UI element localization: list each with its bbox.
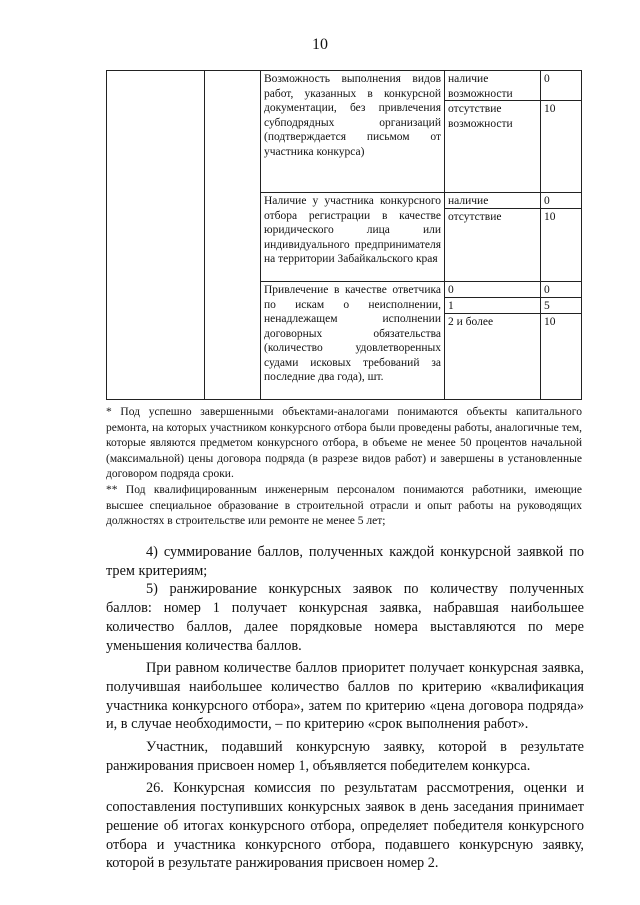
option-label: отсутствие возможности xyxy=(448,103,513,130)
paragraph: 5) ранжирование конкурсных заявок по количеству полученных баллов: номер 1 получает конкурсная заявка, набравшая наибольшее количество баллов, далее порядковые номера выставляются по мере уменьшения количества баллов. xyxy=(106,581,584,654)
option-score: 10 xyxy=(544,316,556,328)
criteria-table xyxy=(106,70,582,400)
footnotes xyxy=(106,405,582,530)
criterion-cell: Привлечение в качестве ответчика по искам о неисполнении, ненадлежащем исполнении договорных обязательства (количество удовлетворенных судами исковых требований за последние два года), шт. xyxy=(261,282,445,400)
option-label: 1 xyxy=(445,298,540,314)
option-score: 0 xyxy=(541,193,581,209)
paragraph: 4) суммирование баллов, полученных каждой конкурсной заявкой по трем критериям; xyxy=(106,544,584,579)
option-label: наличие возможности xyxy=(445,71,540,101)
option-label: 2 и более xyxy=(448,316,494,328)
option-score: 5 xyxy=(541,298,581,314)
body-text xyxy=(106,543,584,873)
option-label: наличие xyxy=(445,193,540,209)
option-label: отсутствие xyxy=(448,211,502,223)
footnote: ** Под квалифицированным инженерным персоналом понимаются работники, имеющие высшее специальное образование в строительной отрасли и опыт работы на руководящих должностях в строительстве или ремонте не менее 5 лет; xyxy=(106,483,582,528)
option-labels-cell xyxy=(445,193,541,282)
option-score: 10 xyxy=(544,211,556,223)
option-score: 10 xyxy=(544,103,556,115)
option-score: 0 xyxy=(541,282,581,298)
paragraph: Участник, подавший конкурсную заявку, которой в результате ранжирования присвоен номер 1, объявляется победителем конкурса. xyxy=(106,739,584,774)
empty-number-column xyxy=(107,71,205,400)
paragraph: При равном количестве баллов приоритет получает конкурсная заявка, получившая наибольшее количество баллов по критерию «квалификация участника конкурсного отбора», затем по критерию «цена договора подряда» и, в случае необходимости, – по критерию «срок выполнения работ». xyxy=(106,660,584,733)
option-label: 0 xyxy=(445,282,540,298)
footnote: * Под успешно завершенными объектами-аналогами понимаются объекты капитального ремонта, на которых участником конкурсного отбора были проведены работы, аналогичные тем, которые являются предметом конкурсного отбора, в объеме не менее 50 процентов начальной (максимальной) цены договора подряда (в разрезе видов работ) и завершены в установленные договором подряда сроки. xyxy=(106,406,582,481)
paragraph: 26. Конкурсная комиссия по результатам рассмотрения, оценки и сопоставления поступивших конкурсных заявок в день заседания принимает решение об итогах конкурсного отбора, определяет победителя конкурсного отбора и участника конкурсного отбора, подавшего конкурсную заявку, которой в результате ранжирования присвоен номер 2. xyxy=(106,780,584,872)
table-row xyxy=(107,71,582,193)
option-scores-cell xyxy=(541,71,582,193)
criterion-cell: Наличие у участника конкурсного отбора регистрации в качестве юридического лица или индивидуального предпринимателя на территории Забайкальского края xyxy=(261,193,445,282)
empty-criterion-group-column xyxy=(205,71,261,400)
option-score: 0 xyxy=(541,71,581,101)
option-scores-cell xyxy=(541,193,582,282)
option-labels-cell xyxy=(445,71,541,193)
criterion-cell: Возможность выполнения видов работ, указанных в конкурсной документации, без привлечения субподрядных организаций (подтверждается письмом от участника конкурса) xyxy=(261,71,445,193)
option-scores-cell xyxy=(541,282,582,400)
option-labels-cell xyxy=(445,282,541,400)
page-number: 10 xyxy=(312,36,328,53)
